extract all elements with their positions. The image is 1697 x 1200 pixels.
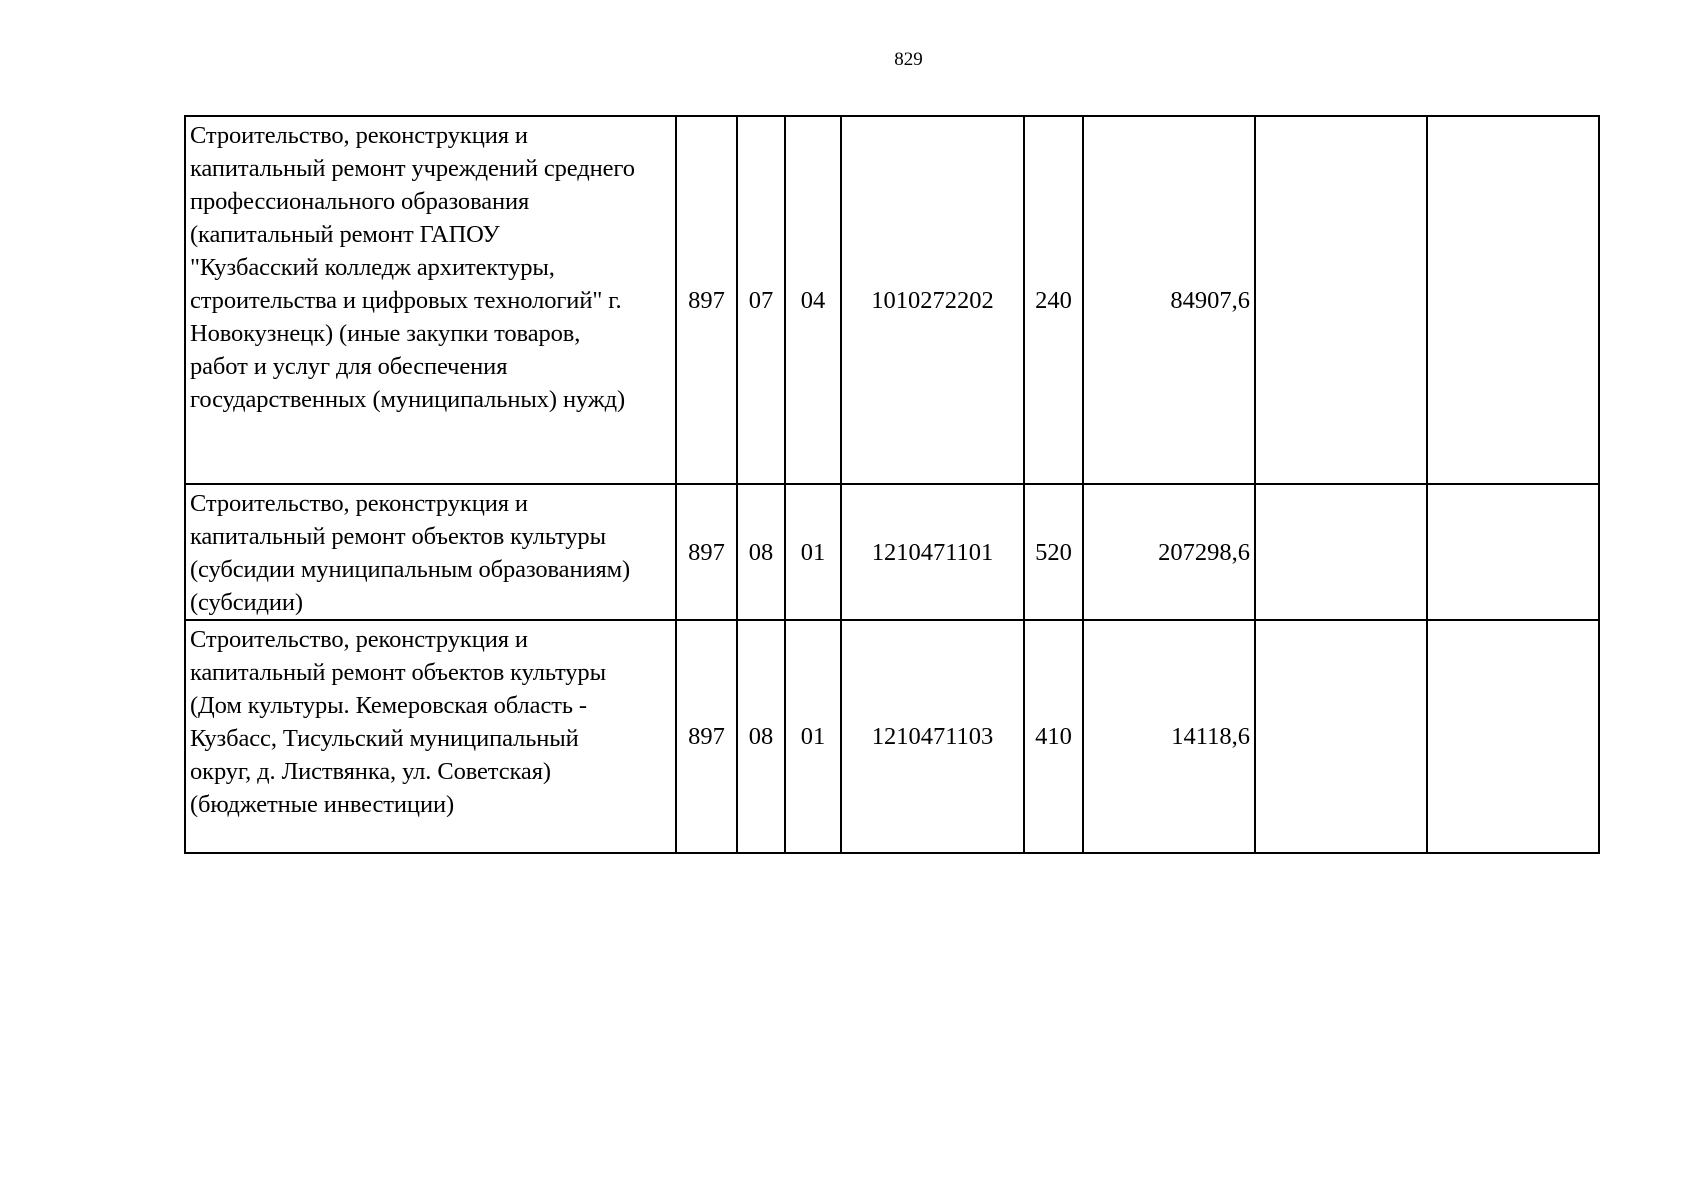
target-article-code: 1010272202 [841, 116, 1024, 484]
empty-cell [1427, 116, 1599, 484]
subsection-code: 01 [785, 484, 841, 620]
description-line: работ и услуг для обеспечения [190, 353, 508, 380]
table-row [185, 484, 1599, 620]
description-line: (капитальный ремонт ГАПОУ [190, 221, 500, 248]
table-row [185, 116, 1599, 484]
section-code: 07 [737, 116, 785, 484]
row-description [185, 484, 676, 620]
target-article-code: 1210471103 [841, 620, 1024, 853]
description-line: (субсидии муниципальным образованиям) [190, 556, 631, 583]
description-line: Строительство, реконструкция и [190, 490, 528, 517]
expense-type-code: 520 [1024, 484, 1083, 620]
row-description [185, 116, 676, 484]
description-line: капитальный ремонт объектов культуры [190, 523, 606, 550]
description-line: Кузбасс, Тисульский муниципальный [190, 725, 579, 752]
amount-cell: 207298,6 [1083, 484, 1255, 620]
target-article-code: 1210471101 [841, 484, 1024, 620]
expense-type-code: 240 [1024, 116, 1083, 484]
ministry-code: 897 [676, 620, 737, 853]
row-description [185, 620, 676, 853]
description-line: капитальный ремонт учреждений среднего [190, 155, 635, 182]
ministry-code: 897 [676, 116, 737, 484]
ministry-code: 897 [676, 484, 737, 620]
section-code: 08 [737, 620, 785, 853]
page-number: 829 [894, 49, 923, 70]
description-line: (Дом культуры. Кемеровская область - [190, 692, 587, 719]
description-line: "Кузбасский колледж архитектуры, [190, 254, 555, 281]
table-row [185, 620, 1599, 853]
description-line: Строительство, реконструкция и [190, 122, 528, 149]
description-line: профессионального образования [190, 188, 530, 215]
description-line: Строительство, реконструкция и [190, 626, 528, 653]
description-line: Новокузнецк) (иные закупки товаров, [190, 320, 581, 347]
empty-cell [1255, 484, 1427, 620]
description-line: капитальный ремонт объектов культуры [190, 659, 606, 686]
budget-table [184, 115, 1600, 854]
description-line: (бюджетные инвестиции) [190, 791, 455, 818]
description-line: округ, д. Листвянка, ул. Советская) [190, 758, 551, 785]
section-code: 08 [737, 484, 785, 620]
amount-cell: 84907,6 [1083, 116, 1255, 484]
amount-cell: 14118,6 [1083, 620, 1255, 853]
empty-cell [1255, 620, 1427, 853]
expense-type-code: 410 [1024, 620, 1083, 853]
description-line: (субсидии) [190, 589, 303, 616]
empty-cell [1255, 116, 1427, 484]
subsection-code: 01 [785, 620, 841, 853]
description-line: государственных (муниципальных) нужд) [190, 386, 626, 413]
empty-cell [1427, 620, 1599, 853]
subsection-code: 04 [785, 116, 841, 484]
description-line: строительства и цифровых технологий" г. [190, 287, 622, 314]
empty-cell [1427, 484, 1599, 620]
